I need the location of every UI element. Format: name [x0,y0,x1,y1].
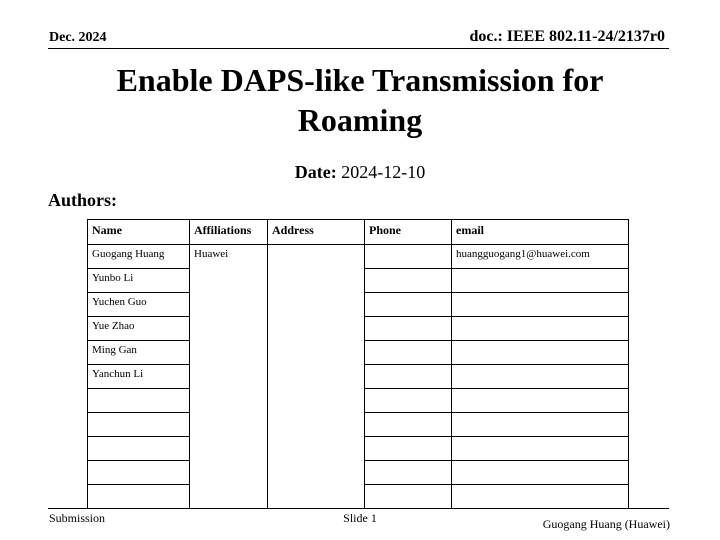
author-phone-cell [365,269,452,293]
author-phone-cell [365,437,452,461]
authors-table-body [88,245,629,509]
header-doc-id: doc.: IEEE 802.11-24/2137r0 [469,28,665,45]
author-name-cell: Yue Zhao [88,317,190,341]
author-name-cell: Yunbo Li [88,269,190,293]
author-affiliation-cell: Huawei [190,245,268,509]
author-name-cell [88,413,190,437]
author-name-cell: Yanchun Li [88,365,190,389]
author-address-cell [268,245,365,509]
author-name-cell [88,485,190,509]
author-phone-cell [365,293,452,317]
slide-title: Enable DAPS-like Transmission for Roaming [116,62,604,138]
author-email-cell [452,269,629,293]
header-date: Dec. 2024 [49,30,107,45]
date-value: 2024-12-10 [341,162,426,182]
author-phone-cell [365,485,452,509]
column-header-phone: Phone [365,220,452,245]
authors-table [87,219,629,509]
author-email-cell [452,461,629,485]
footer-submission: Submission [49,511,106,525]
author-name-cell: Ming Gan [88,341,190,365]
author-phone-cell [365,341,452,365]
author-phone-cell [365,245,452,269]
author-phone-cell [365,461,452,485]
table-header-row [88,220,629,245]
date-line [0,162,720,183]
author-email-cell [452,437,629,461]
author-phone-cell [365,365,452,389]
author-phone-cell [365,389,452,413]
footer-divider [48,508,669,509]
author-email-cell [452,317,629,341]
footer-author: Guogang Huang (Huawei) [542,517,670,531]
author-email-cell [452,341,629,365]
author-email-cell [452,293,629,317]
column-header-name: Name [88,220,190,245]
author-name-cell: Guogang Huang [88,245,190,269]
author-email-cell [452,485,629,509]
column-header-address: Address [268,220,365,245]
author-phone-cell [365,413,452,437]
header-divider [48,48,669,49]
table-row [88,245,629,269]
author-email-cell [452,389,629,413]
author-name-cell [88,437,190,461]
author-name-cell: Yuchen Guo [88,293,190,317]
footer-slide-number: Slide 1 [343,511,377,525]
date-label: Date: [294,162,337,182]
column-header-email: email [452,220,629,245]
author-email-cell [452,365,629,389]
author-email-cell: huangguogang1@huawei.com [452,245,629,269]
author-phone-cell [365,317,452,341]
authors-label: Authors: [48,190,118,210]
author-name-cell [88,461,190,485]
column-header-affiliations: Affiliations [190,220,268,245]
author-name-cell [88,389,190,413]
author-email-cell [452,413,629,437]
